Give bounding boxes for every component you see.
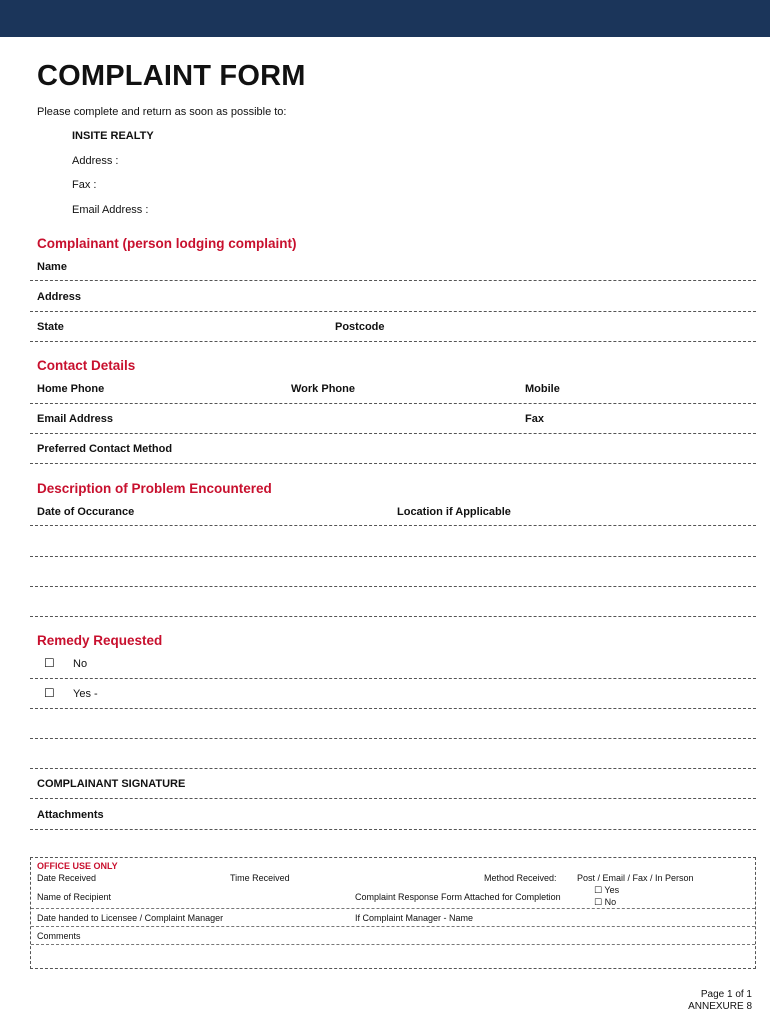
header-bar <box>0 0 770 37</box>
method-received-label: Method Received: <box>484 873 557 883</box>
recipient-label: Name of Recipient <box>37 892 112 902</box>
remedy-line-3[interactable] <box>30 738 756 739</box>
remedy-yes-checkbox[interactable]: ☐ <box>44 686 55 700</box>
state-postcode-field[interactable] <box>30 341 756 342</box>
date-received-label: Date Received <box>37 873 97 883</box>
location-label: Location if Applicable <box>397 506 511 518</box>
remedy-yes-label: Yes - <box>73 688 98 700</box>
problem-line-2[interactable] <box>30 556 756 557</box>
yes-option-checkbox[interactable] <box>594 885 619 896</box>
office-line-2 <box>31 926 755 927</box>
address-label: Address <box>37 291 82 303</box>
mobile-label: Mobile <box>525 383 560 395</box>
attachments-field[interactable] <box>30 829 756 830</box>
comments-label: Comments <box>37 931 81 941</box>
remedy-heading: Remedy Requested <box>37 633 163 648</box>
manager-name-label: If Complaint Manager - Name <box>355 913 474 923</box>
preferred-contact-field[interactable] <box>30 463 756 464</box>
no-option-label: No <box>604 897 617 907</box>
signature-field[interactable] <box>30 798 756 799</box>
office-use-box <box>30 857 756 969</box>
problem-line-3[interactable] <box>30 586 756 587</box>
fax-label: Fax <box>525 413 544 425</box>
problem-heading: Description of Problem Encountered <box>37 481 272 496</box>
work-phone-label: Work Phone <box>291 383 355 395</box>
contact-heading: Contact Details <box>37 358 136 373</box>
company-address-label: Address : <box>72 155 119 167</box>
signature-label: COMPLAINANT SIGNATURE <box>37 778 186 790</box>
date-occurance-label: Date of Occurance <box>37 506 135 518</box>
remedy-line-2[interactable] <box>30 708 756 709</box>
company-email-label: Email Address : <box>72 204 149 216</box>
address-field[interactable] <box>30 311 756 312</box>
preferred-contact-label: Preferred Contact Method <box>37 443 173 455</box>
remedy-no-label: No <box>73 658 88 670</box>
yes-option-label: Yes <box>604 885 620 895</box>
office-use-heading: OFFICE USE ONLY <box>37 861 118 871</box>
complainant-heading: Complainant (person lodging complaint) <box>37 236 297 251</box>
email-fax-field[interactable] <box>30 433 756 434</box>
state-label: State <box>37 321 64 333</box>
problem-line-4[interactable] <box>30 616 756 617</box>
company-name: INSITE REALTY <box>72 130 154 142</box>
name-label: Name <box>37 261 67 273</box>
date-handed-label: Date handed to Licensee / Complaint Manager <box>37 913 224 923</box>
phone-field[interactable] <box>30 403 756 404</box>
no-option-checkbox[interactable] <box>594 897 616 908</box>
yes-checkbox-icon: ☐ <box>594 886 603 896</box>
attachments-label: Attachments <box>37 809 104 821</box>
no-checkbox-icon: ☐ <box>594 898 603 908</box>
name-field[interactable] <box>30 280 756 281</box>
page-number: Page 1 of 1 <box>700 989 752 1000</box>
postcode-label: Postcode <box>335 321 385 333</box>
intro-text: Please complete and return as soon as possible to: <box>37 106 287 118</box>
email-label: Email Address <box>37 413 114 425</box>
office-line-3[interactable] <box>31 944 755 945</box>
method-options: Post / Email / Fax / In Person <box>577 873 694 883</box>
annexure-label: ANNEXURE 8 <box>688 1001 752 1012</box>
office-line-1 <box>31 908 755 909</box>
problem-line-1[interactable] <box>30 525 756 526</box>
time-received-label: Time Received <box>230 873 290 883</box>
response-form-label: Complaint Response Form Attached for Completion <box>355 892 561 902</box>
page-title: COMPLAINT FORM <box>37 60 306 92</box>
home-phone-label: Home Phone <box>37 383 105 395</box>
remedy-line-1 <box>30 678 756 679</box>
company-fax-label: Fax : <box>72 179 97 191</box>
remedy-line-4[interactable] <box>30 768 756 769</box>
remedy-no-checkbox[interactable]: ☐ <box>44 656 55 670</box>
